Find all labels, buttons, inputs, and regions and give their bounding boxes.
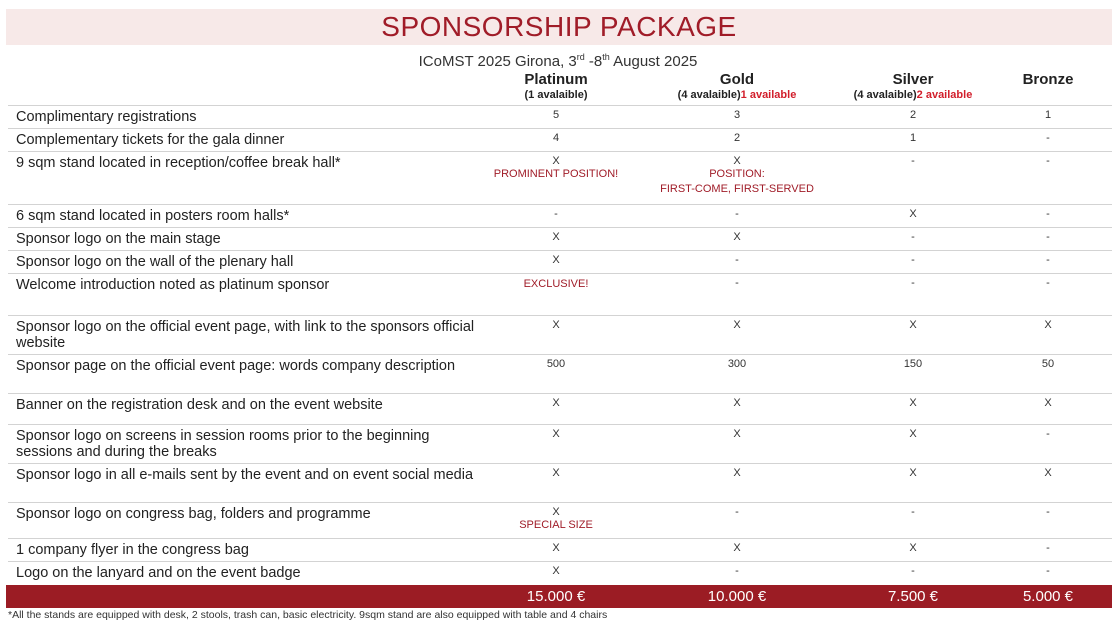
cell-platinum: X bbox=[552, 565, 560, 577]
price-platinum: 15.000 € bbox=[526, 588, 586, 605]
price-bronze: 5.000 € bbox=[1022, 588, 1074, 605]
cell-silver: - bbox=[911, 155, 915, 167]
row-label: Sponsor logo on congress bag, folders and programme bbox=[16, 506, 371, 522]
column-header-silver: Silver bbox=[892, 71, 934, 88]
column-header-gold: Gold bbox=[719, 71, 755, 88]
subtitle-mid: -8 bbox=[584, 53, 603, 70]
table-row bbox=[8, 503, 1112, 539]
cell-silver: X bbox=[909, 542, 917, 554]
cell-bronze: - bbox=[1046, 428, 1050, 440]
cell-note: POSITION: bbox=[709, 168, 765, 180]
silver-availability bbox=[823, 89, 1003, 101]
platinum-availability-text: (1 avalaible) bbox=[524, 89, 588, 101]
cell-platinum: X bbox=[552, 428, 560, 440]
cell-silver: X bbox=[909, 467, 917, 479]
cell-note: SPECIAL SIZE bbox=[519, 519, 593, 531]
row-label: Sponsor logo in all e-mails sent by the event and on event social media bbox=[16, 467, 474, 483]
cell-platinum: X bbox=[552, 467, 560, 479]
table-row bbox=[8, 106, 1112, 129]
cell-gold: - bbox=[735, 506, 739, 518]
row-label: Sponsor logo on the official event page, with link to the sponsors official website bbox=[16, 319, 475, 351]
cell-silver: - bbox=[911, 565, 915, 577]
row-label: Complimentary registrations bbox=[16, 109, 197, 125]
cell-gold: - bbox=[735, 277, 739, 289]
cell-gold: X bbox=[733, 542, 741, 554]
cell-gold: X bbox=[733, 231, 741, 243]
table-row bbox=[8, 205, 1112, 228]
cell-bronze: - bbox=[1046, 132, 1050, 144]
cell-silver: 2 bbox=[909, 109, 917, 121]
cell-silver: X bbox=[909, 428, 917, 440]
platinum-availability bbox=[486, 89, 626, 101]
table-row bbox=[8, 394, 1112, 425]
row-label: Sponsor logo on the main stage bbox=[16, 231, 221, 247]
cell-value: X bbox=[552, 155, 560, 167]
price-gold: 10.000 € bbox=[707, 588, 767, 605]
cell-silver: - bbox=[911, 506, 915, 518]
subtitle-sup-1: rd bbox=[576, 52, 585, 62]
table-row bbox=[8, 464, 1112, 503]
cell-bronze: - bbox=[1046, 506, 1050, 518]
cell-platinum: 4 bbox=[552, 132, 560, 144]
subtitle-sup-2: th bbox=[602, 52, 610, 62]
table-row bbox=[8, 228, 1112, 251]
event-subtitle bbox=[0, 52, 1116, 70]
cell-silver: X bbox=[909, 319, 917, 331]
cell-gold: - bbox=[735, 565, 739, 577]
cell-gold: 3 bbox=[733, 109, 741, 121]
table-row bbox=[8, 355, 1112, 394]
page-title: SPONSORSHIP PACKAGE bbox=[381, 11, 737, 42]
column-header-platinum: Platinum bbox=[524, 71, 588, 88]
cell-note: PROMINENT POSITION! bbox=[493, 168, 619, 180]
cell-gold bbox=[647, 155, 827, 197]
price-silver: 7.500 € bbox=[887, 588, 939, 605]
cell-bronze: - bbox=[1046, 231, 1050, 243]
cell-bronze: X bbox=[1044, 319, 1052, 331]
row-label: 6 sqm stand located in posters room halls* bbox=[16, 208, 290, 224]
subtitle-prefix: ICoMST 2025 Girona, 3 bbox=[418, 53, 577, 70]
cell-platinum: 500 bbox=[546, 358, 566, 370]
silver-availability-text: (4 avalaible) bbox=[853, 89, 917, 101]
cell-bronze: - bbox=[1046, 254, 1050, 266]
cell-silver: - bbox=[911, 231, 915, 243]
cell-bronze: 50 bbox=[1041, 358, 1055, 370]
column-header-bronze: Bronze bbox=[1022, 71, 1074, 88]
cell-platinum: - bbox=[554, 208, 558, 220]
row-label: Logo on the lanyard and on the event badge bbox=[16, 565, 301, 581]
cell-platinum: X bbox=[552, 397, 560, 409]
cell-platinum: X bbox=[552, 319, 560, 331]
cell-gold: X bbox=[733, 319, 741, 331]
row-label: Sponsor logo on screens in session rooms prior to the beginning sessions and during the breaks bbox=[16, 428, 430, 460]
cell-note: EXCLUSIVE! bbox=[523, 278, 589, 290]
row-label: 9 sqm stand located in reception/coffee break hall* bbox=[16, 155, 341, 171]
cell-bronze: - bbox=[1046, 565, 1050, 577]
cell-platinum: X bbox=[552, 542, 560, 554]
cell-gold: 300 bbox=[727, 358, 747, 370]
table-row bbox=[8, 129, 1112, 152]
cell-silver: 1 bbox=[909, 132, 917, 144]
title-banner bbox=[6, 9, 1112, 45]
row-label: 1 company flyer in the congress bag bbox=[16, 542, 249, 558]
cell-gold: X bbox=[733, 428, 741, 440]
cell-platinum: X bbox=[552, 254, 560, 266]
table-row bbox=[8, 539, 1112, 562]
table-row bbox=[8, 274, 1112, 316]
footnote: *All the stands are equipped with desk, 2 stools, trash can, basic electricity. 9sqm stand are also equipped with table and 4 chairs bbox=[8, 609, 608, 621]
cell-bronze: - bbox=[1046, 542, 1050, 554]
cell-silver: X bbox=[909, 208, 917, 220]
cell-silver: - bbox=[911, 277, 915, 289]
table-row bbox=[8, 562, 1112, 584]
subtitle-suffix: August 2025 bbox=[609, 53, 698, 70]
cell-bronze: X bbox=[1044, 397, 1052, 409]
table-row bbox=[8, 152, 1112, 205]
cell-gold: - bbox=[735, 208, 739, 220]
cell-platinum bbox=[466, 277, 646, 292]
cell-note-2: FIRST-COME, FIRST-SERVED bbox=[660, 183, 814, 195]
price-bar bbox=[6, 585, 1112, 608]
cell-platinum: X bbox=[552, 231, 560, 243]
cell-platinum: 5 bbox=[552, 109, 560, 121]
row-label: Complementary tickets for the gala dinner bbox=[16, 132, 285, 148]
row-label: Welcome introduction noted as platinum sponsor bbox=[16, 277, 330, 293]
row-label: Banner on the registration desk and on the event website bbox=[16, 397, 383, 413]
cell-gold: X bbox=[733, 467, 741, 479]
table-row bbox=[8, 251, 1112, 274]
row-label: Sponsor page on the official event page: words company description bbox=[16, 358, 456, 374]
cell-value: X bbox=[552, 506, 560, 518]
cell-silver: 150 bbox=[903, 358, 923, 370]
cell-gold: 2 bbox=[733, 132, 741, 144]
cell-value: X bbox=[733, 155, 741, 167]
cell-bronze: X bbox=[1044, 467, 1052, 479]
cell-platinum bbox=[466, 506, 646, 533]
cell-bronze: - bbox=[1046, 208, 1050, 220]
cell-bronze: 1 bbox=[1044, 109, 1052, 121]
cell-gold: X bbox=[733, 397, 741, 409]
row-label: Sponsor logo on the wall of the plenary hall bbox=[16, 254, 294, 270]
cell-gold: - bbox=[735, 254, 739, 266]
table-row bbox=[8, 425, 1112, 464]
cell-platinum bbox=[466, 155, 646, 182]
gold-availability bbox=[647, 89, 827, 101]
cell-bronze: - bbox=[1046, 277, 1050, 289]
silver-available-count: 2 available bbox=[916, 89, 973, 101]
cell-bronze: - bbox=[1046, 155, 1050, 167]
gold-available-count: 1 available bbox=[740, 89, 797, 101]
cell-silver: - bbox=[911, 254, 915, 266]
table-row bbox=[8, 316, 1112, 355]
gold-availability-text: (4 avalaible) bbox=[677, 89, 741, 101]
cell-silver: X bbox=[909, 397, 917, 409]
